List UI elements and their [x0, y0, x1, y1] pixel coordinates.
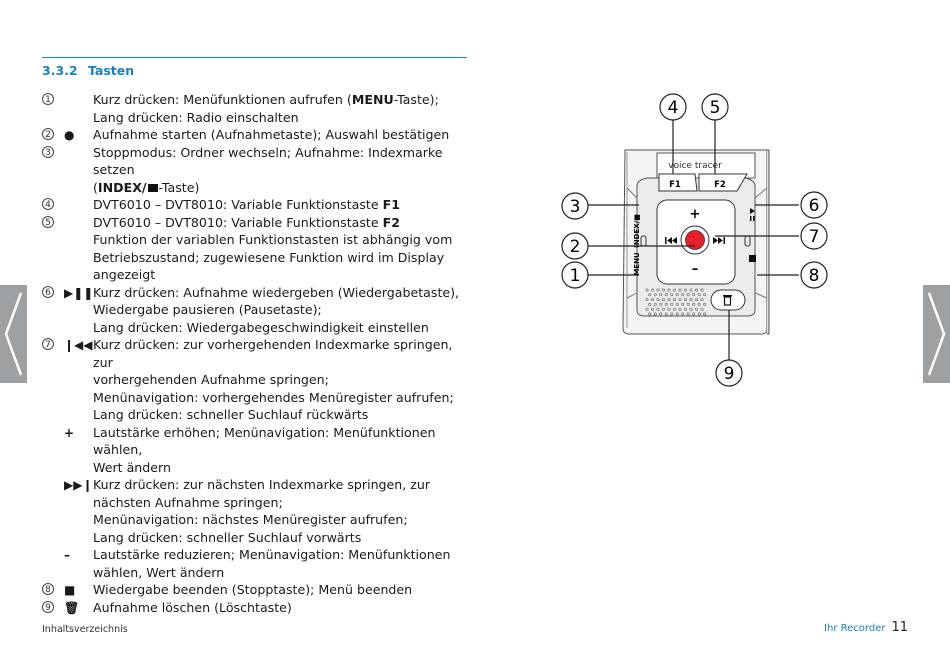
- key-symbol-icon: ▶❚❚: [64, 285, 94, 300]
- description-line: nächsten Aufnahme springen;: [93, 494, 283, 510]
- svg-text:5: 5: [709, 98, 721, 118]
- description-line: Stoppmodus: Ordner wechseln; Aufnahme: Indexmarke setzen: [93, 144, 443, 177]
- callout-3: [562, 193, 588, 219]
- delete-key[interactable]: [711, 290, 745, 310]
- callout-number: 8: [42, 583, 54, 595]
- callout-5: [702, 94, 728, 120]
- callout-number: 5: [42, 216, 54, 228]
- callout-number: 9: [42, 601, 54, 613]
- callout-2: [562, 233, 588, 259]
- list-item: [42, 196, 472, 214]
- index-key-label: INDEX/■: [633, 214, 641, 248]
- description-line: Kurz drücken: Menüfunktionen aufrufen (MENU-Taste);: [93, 92, 439, 107]
- callout-number: 3: [42, 146, 54, 158]
- svg-text:2: 2: [569, 237, 581, 257]
- page-footer: [824, 620, 908, 635]
- description-line: angezeigt: [93, 267, 156, 282]
- f2-label: F2: [714, 180, 726, 190]
- chevron-right-icon: [923, 285, 950, 383]
- description-line: Betriebszustand; zugewiesene Funktion wird im Display: [93, 249, 445, 265]
- svg-text:8: 8: [808, 266, 820, 286]
- volume-down-icon: –: [691, 262, 699, 277]
- key-symbol-icon: ▶▶❙: [64, 478, 93, 492]
- description-line: Lang drücken: schneller Suchlauf rückwärts: [93, 407, 369, 422]
- menu-key-label: MENU: [633, 252, 641, 276]
- item-description: [93, 91, 472, 126]
- callout-number: 7: [42, 338, 54, 350]
- callout-number: 1: [42, 93, 54, 105]
- item-description: [93, 144, 472, 197]
- key-symbol-icon: ■: [64, 583, 76, 597]
- list-item: [42, 144, 472, 197]
- chapter-link[interactable]: Ihr Recorder: [824, 623, 886, 634]
- list-item: [42, 336, 472, 424]
- description-line: Wiedergabe beenden (Stopptaste); Menü beenden: [93, 582, 413, 597]
- description-line: Aufnahme löschen (Löschtaste): [93, 599, 292, 615]
- description-line: Funktion der variablen Funktionstasten ist abhängig vom: [93, 232, 453, 247]
- description-line: Aufnahme starten (Aufnahmetaste); Auswahl bestätigen: [93, 127, 450, 142]
- svg-text:6: 6: [808, 196, 820, 216]
- list-item: [42, 214, 472, 284]
- callout-number: 2: [42, 128, 54, 140]
- description-line: Lang drücken: schneller Suchlauf vorwärts: [93, 529, 362, 545]
- section-title: Tasten: [88, 63, 135, 78]
- brand-label: voice tracer: [668, 161, 722, 171]
- list-item: [42, 599, 472, 617]
- item-description: [93, 284, 472, 337]
- description-line: DVT6010 – DVT8010: Variable Funktionstaste F1: [93, 197, 400, 212]
- description-line: Menünavigation: vorhergehendes Menüregister aufrufen;: [93, 389, 454, 405]
- item-description: [93, 214, 472, 284]
- description-line: Lang drücken: Radio einschalten: [93, 109, 299, 125]
- callout-4: [660, 94, 686, 120]
- description-line: Kurz drücken: zur vorhergehenden Indexmarke springen, zur: [93, 337, 453, 370]
- f1-key[interactable]: [659, 174, 697, 191]
- key-symbol-icon: 🗑: [64, 600, 80, 615]
- item-description: [93, 126, 472, 144]
- key-symbol-icon: ❙◀◀: [64, 338, 93, 352]
- description-line: Lautstärke erhöhen; Menünavigation: Menüfunktionen wählen,: [93, 424, 436, 457]
- navigation-pad[interactable]: [657, 200, 735, 284]
- item-description: [93, 546, 472, 581]
- f1-label: F1: [669, 180, 681, 190]
- item-description: [93, 476, 472, 546]
- folder-icon: [148, 184, 158, 192]
- svg-text:9: 9: [723, 364, 735, 384]
- item-description: [93, 599, 472, 617]
- callout-7: [801, 223, 827, 249]
- description-line: Menünavigation: nächstes Menüregister aufrufen;: [93, 512, 408, 527]
- description-line: (INDEX/ -Taste): [93, 179, 200, 195]
- description-line: Wert ändern: [93, 459, 171, 475]
- description-line: vorhergehenden Aufnahme springen;: [93, 372, 329, 387]
- callout-number: 6: [42, 286, 54, 298]
- description-line: DVT6010 – DVT8010: Variable Funktionstaste F2: [93, 214, 400, 230]
- callout-number: 4: [42, 198, 54, 210]
- section-number: 3.3.2: [42, 63, 78, 78]
- description-line: wählen, Wert ändern: [93, 564, 225, 580]
- callout-6: [801, 192, 827, 218]
- next-page-button[interactable]: [923, 285, 950, 383]
- key-symbol-icon: +: [64, 425, 75, 440]
- item-description: [93, 424, 472, 477]
- list-item: [42, 284, 472, 337]
- volume-up-icon: +: [689, 207, 701, 222]
- description-line: Kurz drücken: zur nächsten Indexmarke springen, zur: [93, 477, 431, 492]
- svg-text:1: 1: [569, 266, 581, 286]
- item-description: [93, 581, 472, 599]
- item-description: [93, 336, 472, 424]
- list-item: [42, 476, 472, 546]
- list-item: [42, 91, 472, 126]
- page-number: 11: [891, 620, 908, 635]
- callout-8: [801, 262, 827, 288]
- list-item: [42, 424, 472, 477]
- description-line: Kurz drücken: Aufnahme wiedergeben (Wiedergabetaste),: [93, 284, 460, 300]
- svg-text:7: 7: [808, 227, 820, 247]
- section-heading: [42, 63, 134, 78]
- toc-link[interactable]: Inhaltsverzeichnis: [42, 624, 128, 635]
- chevron-left-icon: [0, 285, 27, 383]
- key-symbol-icon: ●: [64, 128, 75, 142]
- list-item: [42, 126, 472, 144]
- callout-9: [716, 360, 742, 386]
- callout-1: [562, 262, 588, 288]
- recorder-diagram: [555, 88, 845, 388]
- description-line: Wiedergabe pausieren (Pausetaste);: [93, 302, 322, 317]
- list-item: [42, 581, 472, 599]
- list-item: [42, 546, 472, 581]
- description-line: Lautstärke reduzieren; Menünavigation: Menüfunktionen: [93, 547, 451, 562]
- record-button[interactable]: [686, 231, 705, 250]
- button-list: [42, 91, 472, 616]
- stop-icon: [749, 255, 756, 262]
- svg-text:4: 4: [667, 98, 679, 118]
- section-rule: [42, 57, 467, 58]
- description-line: Lang drücken: Wiedergabegeschwindigkeit einstellen: [93, 319, 429, 335]
- previous-page-button[interactable]: [0, 285, 27, 383]
- item-description: [93, 196, 472, 214]
- key-symbol-icon: –: [64, 548, 70, 562]
- svg-text:3: 3: [569, 197, 581, 217]
